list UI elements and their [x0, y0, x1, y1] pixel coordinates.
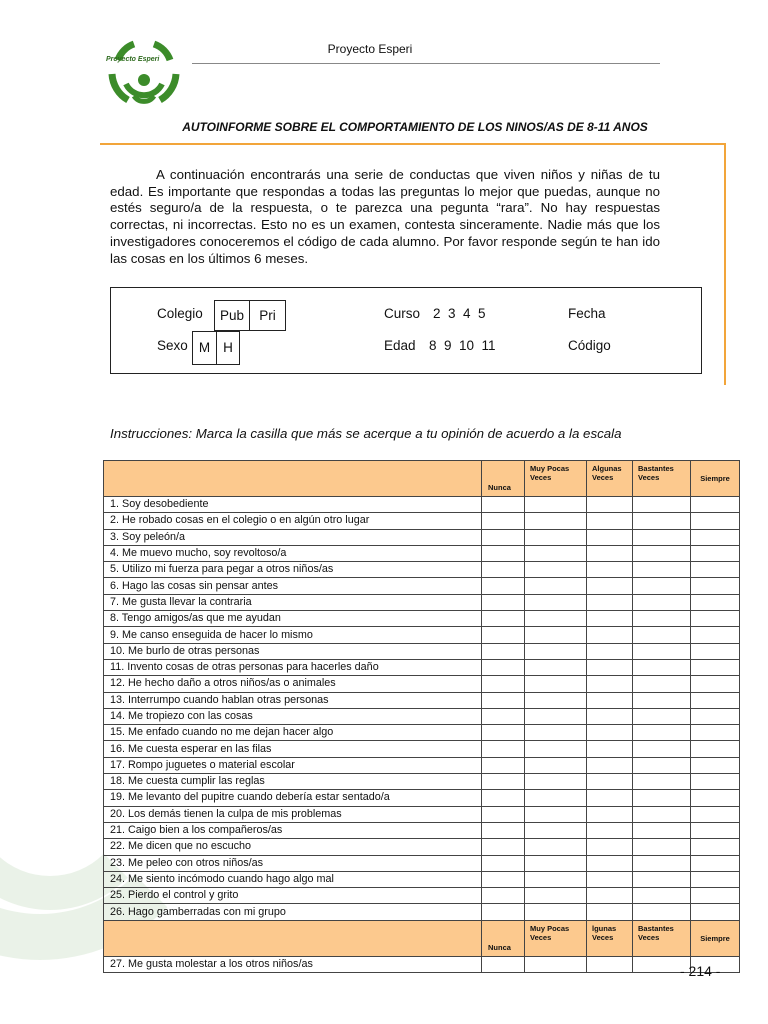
- item-text: 18. Me cuesta cumplir las reglas: [104, 774, 482, 790]
- answer-cell-nunca[interactable]: [482, 562, 525, 578]
- codigo-label: Código: [568, 338, 611, 353]
- answer-cell-muy-pocas[interactable]: [525, 822, 587, 838]
- answer-cell-bastantes[interactable]: [633, 676, 691, 692]
- answer-cell-nunca[interactable]: [482, 676, 525, 692]
- answer-cell-bastantes[interactable]: [633, 774, 691, 790]
- table-row: [104, 904, 740, 920]
- answer-cell-muy-pocas[interactable]: [525, 692, 587, 708]
- curso-values[interactable]: 2 3 4 5: [433, 306, 486, 321]
- answer-cell-muy-pocas[interactable]: [525, 676, 587, 692]
- answer-cell-muy-pocas[interactable]: [525, 790, 587, 806]
- answer-cell-bastantes[interactable]: [633, 855, 691, 871]
- item-text: 11. Invento cosas de otras personas para hacerles daño: [104, 659, 482, 675]
- answer-cell-algunas[interactable]: [587, 643, 633, 659]
- answer-cell-nunca[interactable]: [482, 757, 525, 773]
- table-row: [104, 822, 740, 838]
- answer-cell-nunca[interactable]: [482, 643, 525, 659]
- answer-cell-bastantes[interactable]: [633, 611, 691, 627]
- colegio-label: Colegio: [157, 306, 203, 321]
- answer-cell-bastantes[interactable]: [633, 806, 691, 822]
- answer-cell-siempre[interactable]: [691, 790, 740, 806]
- item-text: 8. Tengo amigos/as que me ayudan: [104, 611, 482, 627]
- table-row: [104, 497, 740, 513]
- answer-cell-nunca[interactable]: [482, 806, 525, 822]
- item-text: 24. Me siento incómodo cuando hago algo mal: [104, 871, 482, 887]
- answer-cell-bastantes[interactable]: [633, 497, 691, 513]
- answer-cell-algunas[interactable]: [587, 741, 633, 757]
- answer-cell-muy-pocas[interactable]: [525, 497, 587, 513]
- scale-header-row-repeat: [104, 920, 740, 956]
- item-text: 22. Me dicen que no escucho: [104, 839, 482, 855]
- answer-cell-siempre[interactable]: [691, 692, 740, 708]
- answer-cell-nunca[interactable]: [482, 741, 525, 757]
- answer-cell-nunca[interactable]: [482, 839, 525, 855]
- answer-cell-algunas[interactable]: [587, 562, 633, 578]
- header-nunca: Nunca: [482, 920, 525, 956]
- answer-cell-nunca[interactable]: [482, 513, 525, 529]
- table-row: [104, 545, 740, 561]
- answer-cell-siempre[interactable]: [691, 888, 740, 904]
- answer-cell-muy-pocas[interactable]: [525, 708, 587, 724]
- answer-cell-algunas[interactable]: [587, 956, 633, 972]
- item-text: 7. Me gusta llevar la contraria: [104, 594, 482, 610]
- edad-values[interactable]: 8 9 10 11: [429, 338, 496, 353]
- answer-cell-muy-pocas[interactable]: [525, 611, 587, 627]
- answer-cell-siempre[interactable]: [691, 806, 740, 822]
- header-algunas: lgunas Veces: [587, 920, 633, 956]
- answer-cell-algunas[interactable]: [587, 871, 633, 887]
- answer-cell-bastantes[interactable]: [633, 545, 691, 561]
- answer-cell-algunas[interactable]: [587, 790, 633, 806]
- answer-cell-bastantes[interactable]: [633, 594, 691, 610]
- answer-cell-nunca[interactable]: [482, 904, 525, 920]
- student-info-box: [110, 287, 702, 374]
- answer-cell-muy-pocas[interactable]: [525, 545, 587, 561]
- answer-cell-algunas[interactable]: [587, 904, 633, 920]
- item-text: 4. Me muevo mucho, soy revoltoso/a: [104, 545, 482, 561]
- answer-cell-bastantes[interactable]: [633, 578, 691, 594]
- item-text: 21. Caigo bien a los compañeros/as: [104, 822, 482, 838]
- item-text: 19. Me levanto del pupitre cuando debería estar sentado/a: [104, 790, 482, 806]
- answer-cell-nunca[interactable]: [482, 627, 525, 643]
- answer-cell-muy-pocas[interactable]: [525, 956, 587, 972]
- table-row: [104, 659, 740, 675]
- answer-cell-siempre[interactable]: [691, 594, 740, 610]
- answer-cell-nunca[interactable]: [482, 545, 525, 561]
- answer-cell-muy-pocas[interactable]: [525, 513, 587, 529]
- curso-label: Curso: [384, 306, 421, 321]
- answer-cell-muy-pocas[interactable]: [525, 529, 587, 545]
- answer-cell-bastantes[interactable]: [633, 790, 691, 806]
- answer-cell-muy-pocas[interactable]: [525, 839, 587, 855]
- table-row: [104, 871, 740, 887]
- answer-cell-algunas[interactable]: [587, 708, 633, 724]
- answer-cell-algunas[interactable]: [587, 513, 633, 529]
- table-row: [104, 741, 740, 757]
- answer-cell-nunca[interactable]: [482, 497, 525, 513]
- answer-cell-bastantes[interactable]: [633, 513, 691, 529]
- answer-cell-bastantes[interactable]: [633, 904, 691, 920]
- answer-cell-algunas[interactable]: [587, 676, 633, 692]
- answer-cell-siempre[interactable]: [691, 855, 740, 871]
- table-row: [104, 774, 740, 790]
- answer-cell-muy-pocas[interactable]: [525, 774, 587, 790]
- answer-cell-siempre[interactable]: [691, 562, 740, 578]
- answer-cell-siempre[interactable]: [691, 741, 740, 757]
- answer-cell-algunas[interactable]: [587, 578, 633, 594]
- answer-cell-nunca[interactable]: [482, 725, 525, 741]
- answer-cell-nunca[interactable]: [482, 956, 525, 972]
- intro-text: A continuación encontrarás una serie de conductas que viven niños y niñas de tu edad. Es importante que respondas a todas las preguntas lo mejor que puedas, aunque no estés seguro/a de la respuesta, o te parezca una pegunta “rara”. No hay respuestas correctas, ni incorrectas. Esto no es un examen, contesta sinceramente. Nadie más que los investigadores conoceremos el código de cada alumno. Por favor responde según te han ido las cosas en los últimos 6 meses.: [110, 167, 660, 266]
- item-text: 10. Me burlo de otras personas: [104, 643, 482, 659]
- answer-cell-muy-pocas[interactable]: [525, 643, 587, 659]
- header-project-name: Proyecto Esperi: [327, 42, 413, 56]
- answer-cell-bastantes[interactable]: [633, 529, 691, 545]
- table-row: [104, 790, 740, 806]
- answer-cell-bastantes[interactable]: [633, 708, 691, 724]
- header-rule: [192, 63, 660, 64]
- behavior-scale-table: [103, 460, 740, 973]
- item-text: 17. Rompo juguetes o material escolar: [104, 757, 482, 773]
- table-row: [104, 529, 740, 545]
- answer-cell-algunas[interactable]: [587, 545, 633, 561]
- answer-cell-algunas[interactable]: [587, 692, 633, 708]
- intro-paragraph: [110, 167, 660, 267]
- item-text: 14. Me tropiezo con las cosas: [104, 708, 482, 724]
- answer-cell-siempre[interactable]: [691, 497, 740, 513]
- header-siempre: Siempre: [691, 920, 740, 956]
- answer-cell-siempre[interactable]: [691, 643, 740, 659]
- answer-cell-muy-pocas[interactable]: [525, 562, 587, 578]
- table-row: [104, 708, 740, 724]
- answer-cell-nunca[interactable]: [482, 659, 525, 675]
- header-bastantes: Bastantes Veces: [633, 920, 691, 956]
- table-row: [104, 855, 740, 871]
- table-row: [104, 611, 740, 627]
- answer-cell-siempre[interactable]: [691, 871, 740, 887]
- answer-cell-bastantes[interactable]: [633, 725, 691, 741]
- answer-cell-muy-pocas[interactable]: [525, 757, 587, 773]
- answer-cell-siempre[interactable]: [691, 611, 740, 627]
- answer-cell-siempre[interactable]: [691, 757, 740, 773]
- header-nunca: Nunca: [482, 461, 525, 497]
- answer-cell-nunca[interactable]: [482, 774, 525, 790]
- answer-cell-bastantes[interactable]: [633, 888, 691, 904]
- answer-cell-nunca[interactable]: [482, 611, 525, 627]
- answer-cell-bastantes[interactable]: [633, 871, 691, 887]
- answer-cell-muy-pocas[interactable]: [525, 806, 587, 822]
- answer-cell-bastantes[interactable]: [633, 692, 691, 708]
- sexo-label: Sexo: [157, 338, 188, 353]
- item-text: 2. He robado cosas en el colegio o en algún otro lugar: [104, 513, 482, 529]
- table-row: [104, 725, 740, 741]
- answer-cell-bastantes[interactable]: [633, 627, 691, 643]
- answer-cell-siempre[interactable]: [691, 513, 740, 529]
- item-text: 25. Pierdo el control y grito: [104, 888, 482, 904]
- answer-cell-siempre[interactable]: [691, 839, 740, 855]
- answer-cell-muy-pocas[interactable]: [525, 578, 587, 594]
- answer-cell-nunca[interactable]: [482, 888, 525, 904]
- item-text: 20. Los demás tienen la culpa de mis problemas: [104, 806, 482, 822]
- answer-cell-siempre[interactable]: [691, 774, 740, 790]
- answer-cell-siempre[interactable]: [691, 708, 740, 724]
- answer-cell-muy-pocas[interactable]: [525, 627, 587, 643]
- answer-cell-bastantes[interactable]: [633, 741, 691, 757]
- edad-label: Edad: [384, 338, 416, 353]
- answer-cell-nunca[interactable]: [482, 708, 525, 724]
- table-row: [104, 513, 740, 529]
- answer-cell-muy-pocas[interactable]: [525, 904, 587, 920]
- answer-cell-muy-pocas[interactable]: [525, 725, 587, 741]
- answer-cell-muy-pocas[interactable]: [525, 659, 587, 675]
- colegio-pri-box[interactable]: Pri: [249, 300, 286, 331]
- answer-cell-algunas[interactable]: [587, 822, 633, 838]
- header-muy-pocas: Muy Pocas Veces: [525, 920, 587, 956]
- answer-cell-algunas[interactable]: [587, 611, 633, 627]
- answer-cell-siempre[interactable]: [691, 822, 740, 838]
- answer-cell-algunas[interactable]: [587, 839, 633, 855]
- header-blank: [104, 920, 482, 956]
- answer-cell-siempre[interactable]: [691, 545, 740, 561]
- sexo-h-box[interactable]: H: [216, 331, 240, 365]
- table-row: [104, 839, 740, 855]
- page-number: - 214 -: [680, 963, 721, 979]
- header-muy-pocas: Muy Pocas Veces: [525, 461, 587, 497]
- table-row: [104, 757, 740, 773]
- item-text: 27. Me gusta molestar a los otros niños/as: [104, 956, 482, 972]
- answer-cell-algunas[interactable]: [587, 774, 633, 790]
- answer-cell-algunas[interactable]: [587, 806, 633, 822]
- item-text: 16. Me cuesta esperar en las filas: [104, 741, 482, 757]
- answer-cell-algunas[interactable]: [587, 627, 633, 643]
- instructions: Instrucciones: Marca la casilla que más se acerque a tu opinión de acuerdo a la escala: [110, 426, 622, 441]
- header-blank: [104, 461, 482, 497]
- item-text: 3. Soy peleón/a: [104, 529, 482, 545]
- item-text: 6. Hago las cosas sin pensar antes: [104, 578, 482, 594]
- item-text: 15. Me enfado cuando no me dejan hacer algo: [104, 725, 482, 741]
- answer-cell-siempre[interactable]: [691, 904, 740, 920]
- table-row: [104, 692, 740, 708]
- orange-rule-right: [724, 143, 726, 385]
- project-logo: [104, 40, 184, 112]
- item-text: 13. Interrumpo cuando hablan otras personas: [104, 692, 482, 708]
- scale-header-row: [104, 461, 740, 497]
- answer-cell-siempre[interactable]: [691, 676, 740, 692]
- answer-cell-siempre[interactable]: [691, 578, 740, 594]
- item-text: 5. Utilizo mi fuerza para pegar a otros niños/as: [104, 562, 482, 578]
- answer-cell-siempre[interactable]: [691, 659, 740, 675]
- answer-cell-bastantes[interactable]: [633, 757, 691, 773]
- table-row: [104, 643, 740, 659]
- answer-cell-nunca[interactable]: [482, 871, 525, 887]
- answer-cell-muy-pocas[interactable]: [525, 594, 587, 610]
- answer-cell-bastantes[interactable]: [633, 839, 691, 855]
- document-title: AUTOINFORME SOBRE EL COMPORTAMIENTO DE LOS NINOS/AS DE 8-11 ANOS: [182, 120, 648, 134]
- answer-cell-muy-pocas[interactable]: [525, 888, 587, 904]
- answer-cell-siempre[interactable]: [691, 725, 740, 741]
- answer-cell-muy-pocas[interactable]: [525, 871, 587, 887]
- item-text: 23. Me peleo con otros niños/as: [104, 855, 482, 871]
- answer-cell-algunas[interactable]: [587, 659, 633, 675]
- logo-text: Proyecto Esperi: [106, 56, 160, 63]
- answer-cell-algunas[interactable]: [587, 757, 633, 773]
- answer-cell-nunca[interactable]: [482, 790, 525, 806]
- answer-cell-algunas[interactable]: [587, 725, 633, 741]
- answer-cell-algunas[interactable]: [587, 855, 633, 871]
- answer-cell-algunas[interactable]: [587, 529, 633, 545]
- answer-cell-nunca[interactable]: [482, 594, 525, 610]
- answer-cell-muy-pocas[interactable]: [525, 855, 587, 871]
- item-text: 26. Hago gamberradas con mi grupo: [104, 904, 482, 920]
- answer-cell-bastantes[interactable]: [633, 562, 691, 578]
- sexo-m-box[interactable]: M: [192, 331, 217, 365]
- answer-cell-nunca[interactable]: [482, 855, 525, 871]
- answer-cell-algunas[interactable]: [587, 497, 633, 513]
- table-row: [104, 594, 740, 610]
- table-row: [104, 888, 740, 904]
- item-text: 12. He hecho daño a otros niños/as o animales: [104, 676, 482, 692]
- item-text: 1. Soy desobediente: [104, 497, 482, 513]
- table-row: [104, 562, 740, 578]
- header-bastantes: Bastantes Veces: [633, 461, 691, 497]
- orange-rule-top: [100, 143, 726, 145]
- table-row: [104, 627, 740, 643]
- colegio-pub-box[interactable]: Pub: [214, 300, 250, 331]
- answer-cell-nunca[interactable]: [482, 578, 525, 594]
- answer-cell-algunas[interactable]: [587, 888, 633, 904]
- table-row: [104, 676, 740, 692]
- answer-cell-nunca[interactable]: [482, 529, 525, 545]
- answer-cell-siempre[interactable]: [691, 627, 740, 643]
- table-row: [104, 578, 740, 594]
- answer-cell-nunca[interactable]: [482, 692, 525, 708]
- answer-cell-bastantes[interactable]: [633, 822, 691, 838]
- answer-cell-nunca[interactable]: [482, 822, 525, 838]
- answer-cell-bastantes[interactable]: [633, 643, 691, 659]
- answer-cell-muy-pocas[interactable]: [525, 741, 587, 757]
- item-text: 9. Me canso enseguida de hacer lo mismo: [104, 627, 482, 643]
- answer-cell-bastantes[interactable]: [633, 659, 691, 675]
- header-siempre: Siempre: [691, 461, 740, 497]
- header-algunas: Algunas Veces: [587, 461, 633, 497]
- fecha-label: Fecha: [568, 306, 606, 321]
- answer-cell-siempre[interactable]: [691, 529, 740, 545]
- table-row: [104, 956, 740, 972]
- answer-cell-algunas[interactable]: [587, 594, 633, 610]
- table-row: [104, 806, 740, 822]
